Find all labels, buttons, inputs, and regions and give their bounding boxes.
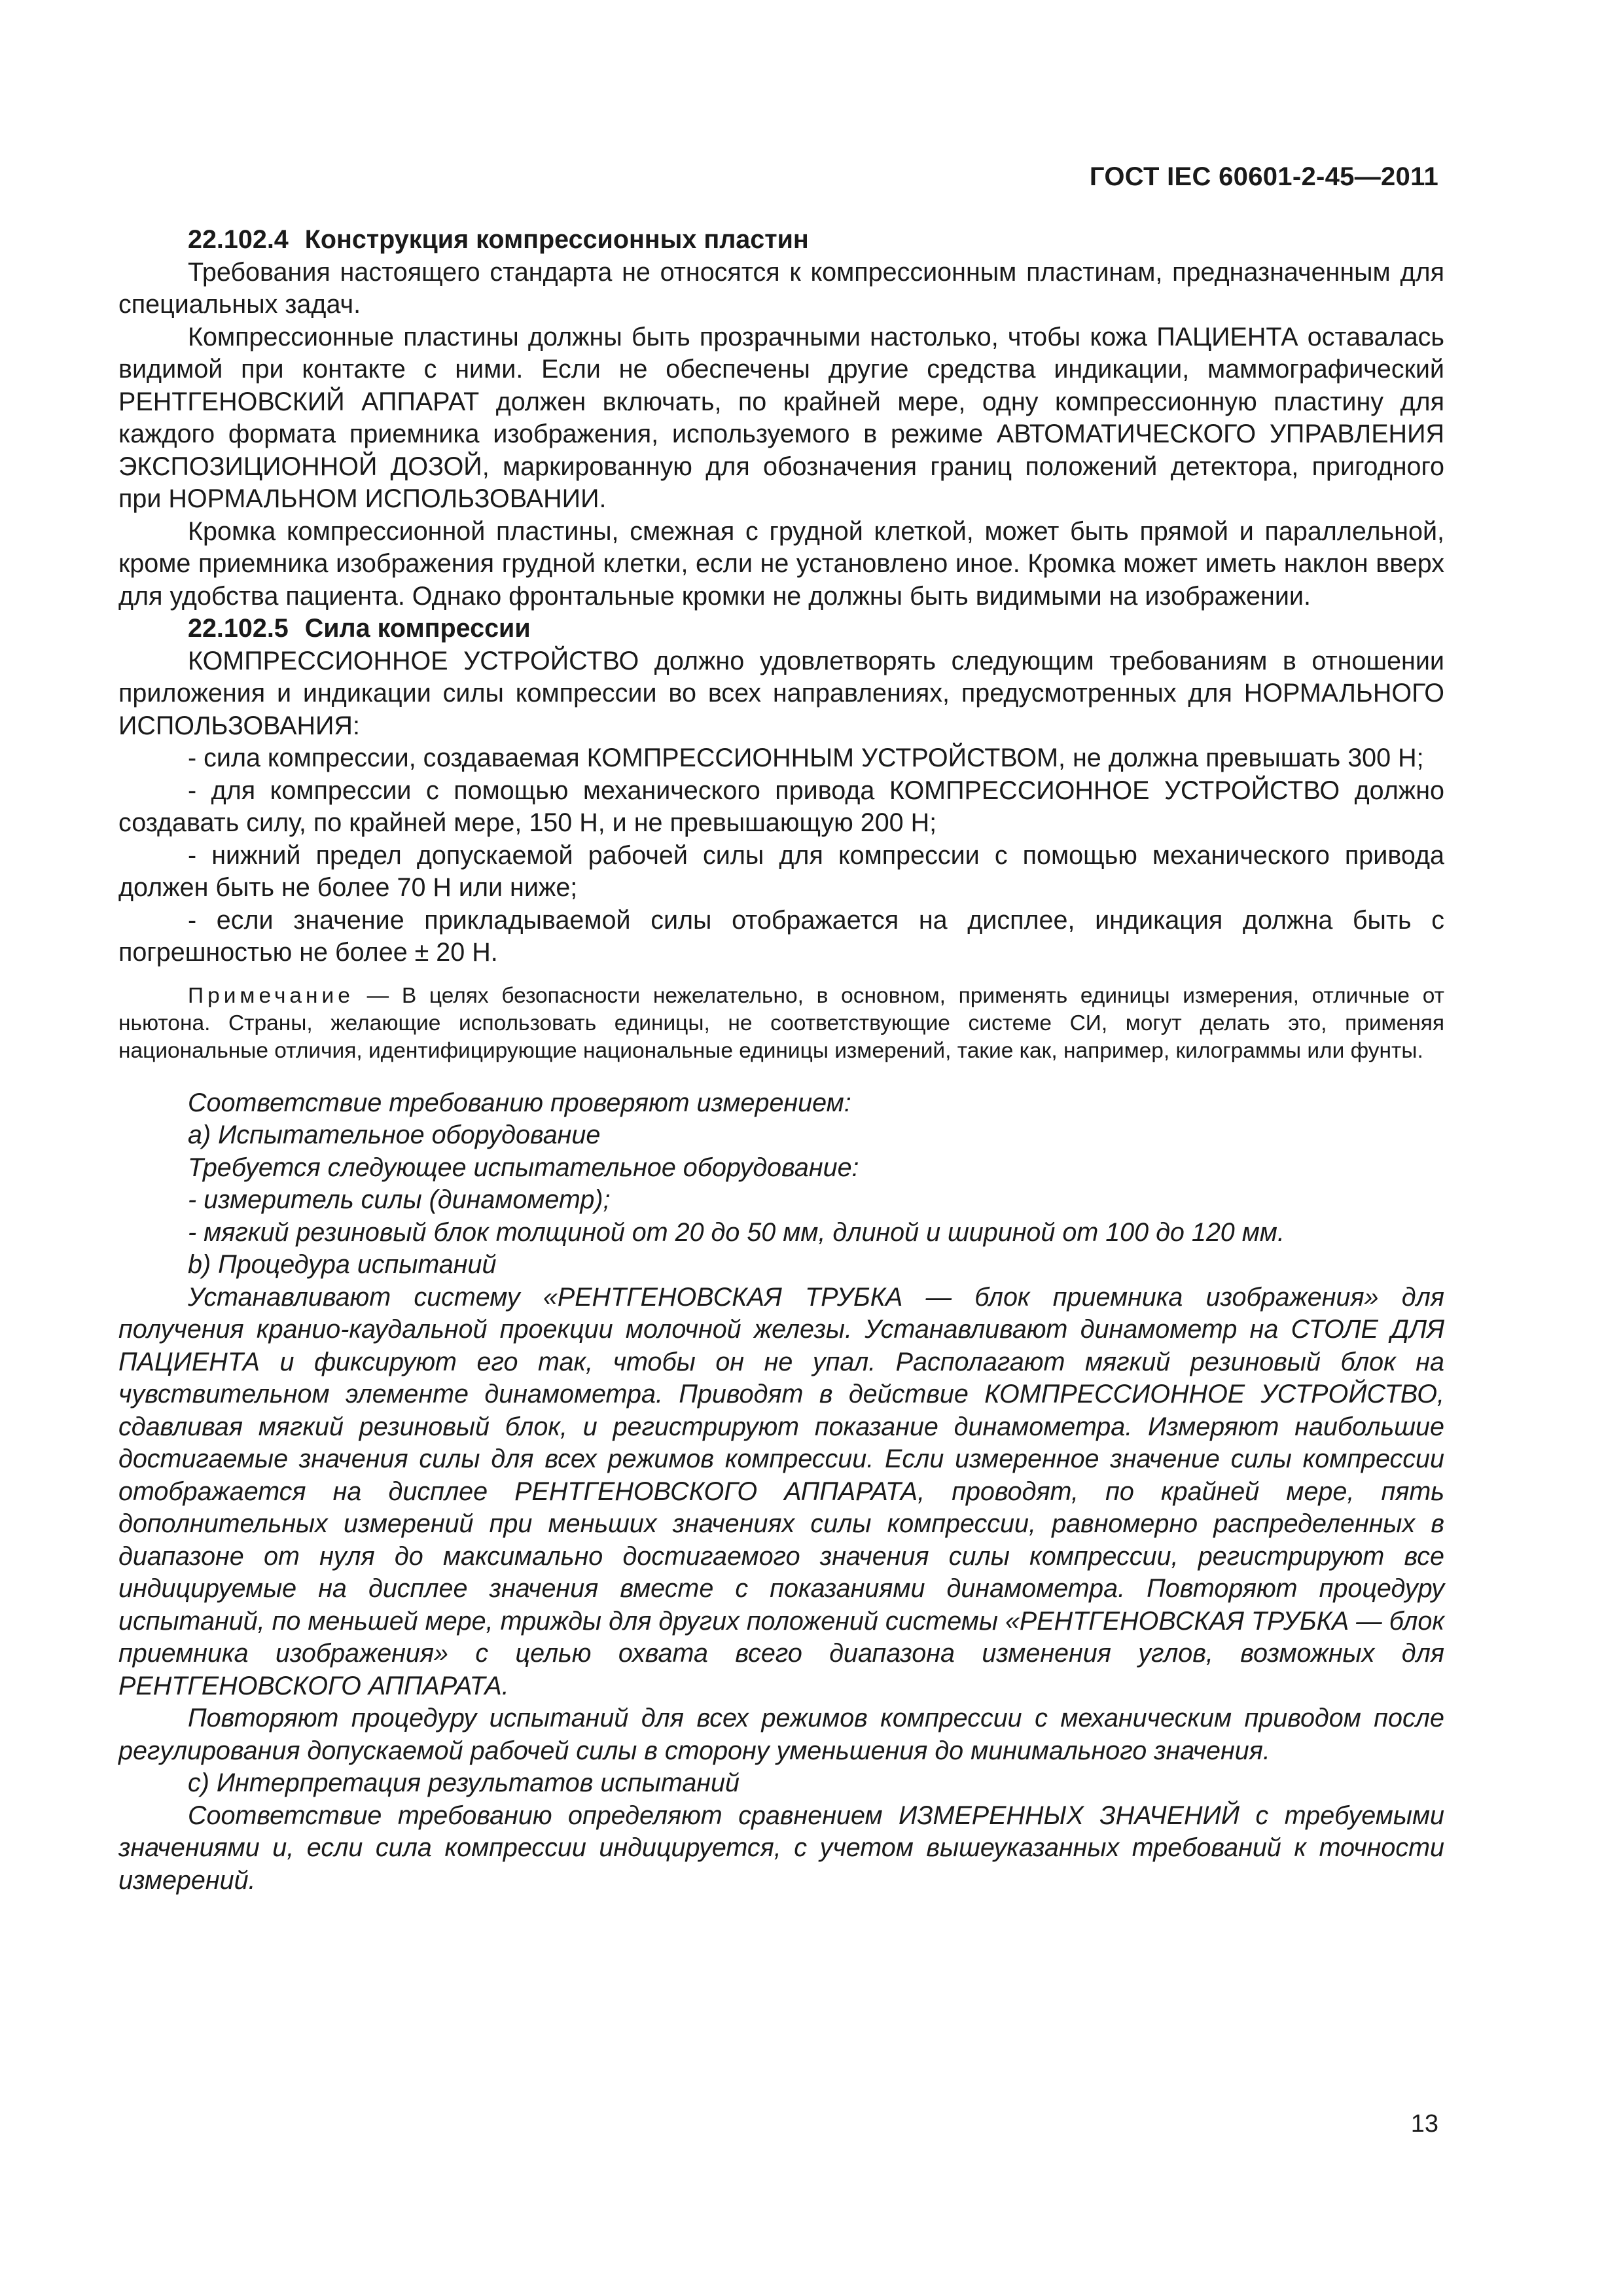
compliance-paragraph: Повторяют процедуру испытаний для всех режимов компрессии с механическим приводом после регулирования допускаемой рабочей силы в сторону уменьшения до минимального значения.	[118, 1704, 1444, 1765]
document-body	[118, 224, 1444, 1897]
note-label: Примечание	[188, 983, 354, 1008]
compliance-paragraph: Устанавливают систему «РЕНТГЕНОВСКАЯ ТРУБКА — блок приемника изображения» для получения кранио-каудальной проекции молочной железы. Устанавливают динамометр на СТОЛЕ ДЛЯ ПАЦИЕНТА и фиксируют его так, чтобы он не упал. Располагают мягкий резиновый блок на чувствительном элементе динамометра. Приводят в действие КОМПРЕССИОННОЕ УСТРОЙСТВО, сдавливая мягкий резиновый блок, и регистрируют показание динамометра. Измеряют наибольшие достигаемые значения силы для всех режимов компрессии. Если измеренное значение силы компрессии отображается на дисплее РЕНТГЕНОВСКОГО АППАРАТА, проводят, по крайней мере, пять дополнительных измерений при меньших значениях силы компрессии, равномерно распределенных в диапазоне от нуля до максимально достигаемого значения силы компрессии, регистрируют все индицируемые на дисплее значения вместе с показаниями динамометра. Повторяют процедуру испытаний, по меньшей мере, трижды для других положений системы «РЕНТГЕНОВСКАЯ ТРУБКА — блок приемника изображения» с целью охвата всего диапазона изменения углов, возможных для РЕНТГЕНОВСКОГО АППАРАТА.	[118, 1282, 1444, 1700]
paragraph: Компрессионные пластины должны быть прозрачными настолько, чтобы кожа ПАЦИЕНТА оставалась видимой при контакте с ними. Если не обеспечены другие средства индикации, маммографический РЕНТГЕНОВСКИЙ АППАРАТ должен включать, по крайней мере, одну компрессионную пластину для каждого формата приемника изображения, используемого в режиме АВТОМАТИЧЕСКОГО УПРАВЛЕНИЯ ЭКСПОЗИЦИОННОЙ ДОЗОЙ, маркированную для обозначения границ положений детектора, пригодного при НОРМАЛЬНОМ ИСПОЛЬЗОВАНИИ.	[118, 322, 1444, 513]
compliance-paragraph: Требуется следующее испытательное оборудование:	[188, 1153, 859, 1182]
compliance-list-item: - измеритель силы (динамометр);	[188, 1185, 611, 1214]
compliance-paragraph: Соответствие требованию определяют сравнением ИЗМЕРЕННЫХ ЗНАЧЕНИЙ с требуемыми значениями и, если сила компрессии индицируется, с учетом вышеуказанных требований к точности измерений.	[118, 1801, 1444, 1895]
page-number: 13	[1410, 2110, 1438, 2138]
paragraph: Требования настоящего стандарта не относятся к компрессионным пластинам, предназначенным для специальных задач.	[118, 257, 1444, 319]
note	[118, 982, 1444, 1065]
section-title: Конструкция компрессионных пластин	[304, 225, 809, 254]
section-heading	[118, 224, 1444, 257]
section-heading	[118, 613, 1444, 645]
compliance-paragraph: Соответствие требованию проверяют измерением:	[188, 1088, 851, 1117]
section-title: Сила компрессии	[304, 614, 531, 643]
note-text: — В целях безопасности нежелательно, в основном, применять единицы измерения, отличные от ньютона. Страны, желающие использовать единицы, не соответствующие системе СИ, могут делать это, применяя национальные отличия, идентифицирующие национальные единицы измерений, такие как, например, килограммы или фунты.	[118, 983, 1444, 1063]
paragraph: Кромка компрессионной пластины, смежная с грудной клеткой, может быть прямой и параллельной, кроме приемника изображения грудной клетки, если не установлено иное. Кромка может иметь наклон вверх для удобства пациента. Однако фронтальные кромки не должны быть видимыми на изображении.	[118, 516, 1444, 611]
list-item: - если значение прикладываемой силы отображается на дисплее, индикация должна быть с погрешностью не более ± 20 Н.	[118, 905, 1444, 967]
paragraph: КОМПРЕССИОННОЕ УСТРОЙСТВО должно удовлетворять следующим требованиям в отношении приложения и индикации силы компрессии во всех направлениях, предусмотренных для НОРМАЛЬНОГО ИСПОЛЬЗОВАНИЯ:	[118, 646, 1444, 740]
list-item: - нижний предел допускаемой рабочей силы для компрессии с помощью механического привода должен быть не более 70 Н или ниже;	[118, 840, 1444, 902]
document-header: ГОСТ IEC 60601-2-45—2011	[1089, 162, 1438, 191]
compliance-list-item: - мягкий резиновый блок толщиной от 20 до 50 мм, длиной и шириной от 100 до 120 мм.	[188, 1217, 1285, 1247]
list-item: - сила компрессии, создаваемая КОМПРЕССИОННЫМ УСТРОЙСТВОМ, не должна превышать 300 Н;	[188, 744, 1424, 772]
compliance-subheading: c) Интерпретация результатов испытаний	[188, 1768, 740, 1797]
section-number: 22.102.4	[188, 225, 289, 254]
compliance-subheading: a) Испытательное оборудование	[188, 1121, 601, 1149]
section-number: 22.102.5	[188, 614, 289, 643]
list-item: - для компрессии с помощью механического привода КОМПРЕССИОННОЕ УСТРОЙСТВО должно создавать силу, по крайней мере, 150 Н, и не превышающую 200 Н;	[118, 776, 1444, 837]
compliance-subheading: b) Процедура испытаний	[188, 1250, 497, 1279]
